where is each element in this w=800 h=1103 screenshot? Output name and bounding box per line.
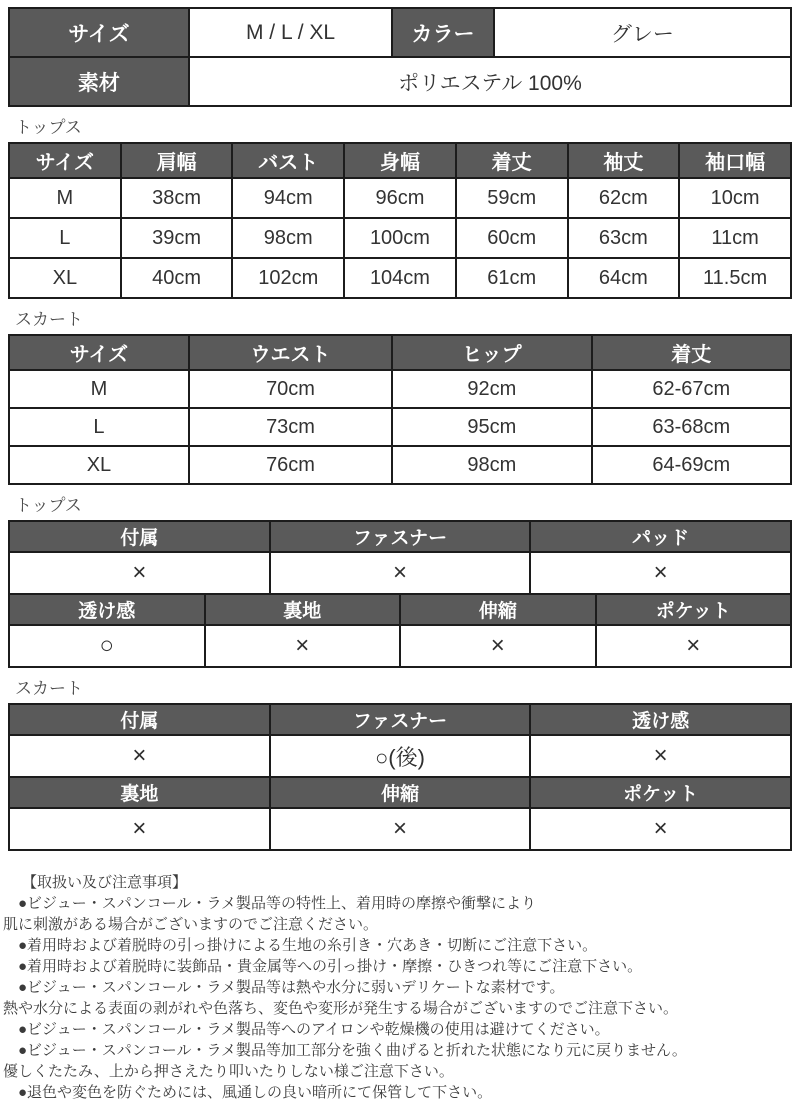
table-cell: XL	[9, 258, 121, 298]
table-cell: 59cm	[456, 178, 568, 218]
feature-mark-cell: ×	[205, 625, 401, 667]
table-cell: 63cm	[568, 218, 680, 258]
care-note-line: ●ビジュー・スパンコール・ラメ製品等へのアイロンや乾燥機の使用は避けてください。	[18, 1021, 610, 1038]
column-header: 裏地	[205, 594, 401, 625]
column-header: 伸縮	[400, 594, 596, 625]
table-cell: 63-68cm	[592, 408, 791, 446]
section-label-tops-features: トップス	[15, 496, 82, 515]
column-header: 透け感	[9, 594, 205, 625]
column-header: 袖丈	[568, 143, 680, 178]
care-note-line: ●着用時および着脱時に装飾品・貴金属等への引っ掛け・摩擦・ひきつれ等にご注意下さい。	[18, 958, 643, 975]
care-note-line: 肌に刺激がある場合がございますのでご注意ください。	[3, 916, 379, 933]
section-label-skirt-size: スカート	[15, 310, 83, 329]
table-row	[9, 625, 791, 667]
column-header: 付属	[9, 521, 270, 552]
table-cell: 39cm	[121, 218, 233, 258]
tops-features-table-row2	[8, 593, 792, 668]
table-cell: 94cm	[232, 178, 344, 218]
table-row	[9, 552, 791, 594]
care-note-line: 熱や水分による表面の剥がれや色落ち、変色や変形が発生する場合がございますのでご注意下さい。	[3, 1000, 679, 1017]
table-cell: L	[9, 408, 189, 446]
column-header: 袖口幅	[679, 143, 791, 178]
skirt-features-table-row1	[8, 703, 792, 778]
table-header-row	[9, 335, 791, 370]
care-note-line: ●ビジュー・スパンコール・ラメ製品等加工部分を強く曲げると折れた状態になり元に戻りません。	[18, 1042, 687, 1059]
tables-area	[8, 7, 792, 851]
care-note-line: ●ビジュー・スパンコール・ラメ製品等は熱や水分に弱いデリケートな素材です。	[18, 979, 565, 996]
table-cell: 61cm	[456, 258, 568, 298]
column-header: 身幅	[344, 143, 456, 178]
product-spec-page	[0, 7, 800, 1103]
table-cell: 95cm	[392, 408, 591, 446]
feature-mark-cell: ○	[9, 625, 205, 667]
table-cell: 40cm	[121, 258, 233, 298]
column-header: 付属	[9, 704, 270, 735]
table-cell: 98cm	[392, 446, 591, 484]
table-row	[9, 446, 791, 484]
column-header: 伸縮	[270, 777, 531, 808]
table-cell: XL	[9, 446, 189, 484]
table-cell: 38cm	[121, 178, 233, 218]
care-note-line: ●ビジュー・スパンコール・ラメ製品等の特性上、着用時の摩擦や衝撃により	[18, 895, 537, 912]
table-cell: 92cm	[392, 370, 591, 408]
care-note-line: 優しくたたみ、上から押さえたり叩いたりしない様ご注意下さい。	[3, 1063, 454, 1080]
feature-mark-cell: ×	[9, 552, 270, 594]
table-cell: L	[9, 218, 121, 258]
section-label-skirt-features: スカート	[15, 679, 83, 698]
table-row	[9, 258, 791, 298]
table-row	[9, 178, 791, 218]
column-header: ポケット	[530, 777, 791, 808]
table-row	[9, 57, 791, 106]
column-header: 裏地	[9, 777, 270, 808]
column-header: 透け感	[530, 704, 791, 735]
table-row	[9, 808, 791, 850]
table-cell: 64cm	[568, 258, 680, 298]
material-label-cell: 素材	[9, 57, 189, 106]
tops-size-table	[8, 142, 792, 299]
feature-mark-cell: ×	[9, 808, 270, 850]
table-cell: 62-67cm	[592, 370, 791, 408]
table-cell: 104cm	[344, 258, 456, 298]
table-row	[9, 218, 791, 258]
care-note-line: ●着用時および着脱時の引っ掛けによる生地の糸引き・穴あき・切断にご注意下さい。	[18, 937, 598, 954]
table-header-row	[9, 777, 791, 808]
table-cell: M	[9, 370, 189, 408]
column-header: 着丈	[592, 335, 791, 370]
table-cell: 10cm	[679, 178, 791, 218]
column-header: ウエスト	[189, 335, 392, 370]
feature-mark-cell: ×	[400, 625, 596, 667]
column-header: ファスナー	[270, 521, 531, 552]
care-note-line: ●退色や変色を防ぐためには、風通しの良い暗所にて保管して下さい。	[18, 1084, 493, 1101]
table-header-row	[9, 594, 791, 625]
color-label-cell: カラー	[392, 8, 494, 57]
product-info-table	[8, 7, 792, 107]
feature-mark-cell: ×	[530, 552, 791, 594]
column-header: サイズ	[9, 143, 121, 178]
tops-features-table-row1	[8, 520, 792, 595]
table-cell: 60cm	[456, 218, 568, 258]
table-cell: 96cm	[344, 178, 456, 218]
column-header: ヒップ	[392, 335, 591, 370]
column-header: 肩幅	[121, 143, 233, 178]
table-cell: 11cm	[679, 218, 791, 258]
feature-mark-cell: ×	[596, 625, 792, 667]
column-header: サイズ	[9, 335, 189, 370]
size-label-cell: サイズ	[9, 8, 189, 57]
table-cell: 73cm	[189, 408, 392, 446]
table-row	[9, 408, 791, 446]
table-cell: 11.5cm	[679, 258, 791, 298]
table-header-row	[9, 521, 791, 552]
table-cell: 64-69cm	[592, 446, 791, 484]
feature-mark-cell: ×	[270, 808, 531, 850]
material-value-cell: ポリエステル 100%	[189, 57, 791, 106]
skirt-size-table	[8, 334, 792, 485]
table-cell: 62cm	[568, 178, 680, 218]
feature-mark-cell: ×	[270, 552, 531, 594]
section-label-tops-size: トップス	[15, 118, 82, 137]
table-header-row	[9, 704, 791, 735]
column-header: ポケット	[596, 594, 792, 625]
table-cell: 76cm	[189, 446, 392, 484]
table-cell: 100cm	[344, 218, 456, 258]
color-value-cell: グレー	[494, 8, 791, 57]
feature-mark-cell: ×	[9, 735, 270, 777]
table-row	[9, 735, 791, 777]
table-header-row	[9, 143, 791, 178]
table-cell: M	[9, 178, 121, 218]
feature-mark-cell: ×	[530, 735, 791, 777]
care-notes-title: 【取扱い及び注意事項】	[22, 874, 188, 891]
table-cell: 102cm	[232, 258, 344, 298]
size-value-cell: M / L / XL	[189, 8, 392, 57]
column-header: ファスナー	[270, 704, 531, 735]
feature-mark-cell: ○(後)	[270, 735, 531, 777]
table-cell: 98cm	[232, 218, 344, 258]
column-header: 着丈	[456, 143, 568, 178]
skirt-features-table-row2	[8, 776, 792, 851]
column-header: パッド	[530, 521, 791, 552]
care-notes	[0, 872, 800, 1103]
table-row	[9, 370, 791, 408]
table-row	[9, 8, 791, 57]
column-header: バスト	[232, 143, 344, 178]
feature-mark-cell: ×	[530, 808, 791, 850]
table-cell: 70cm	[189, 370, 392, 408]
